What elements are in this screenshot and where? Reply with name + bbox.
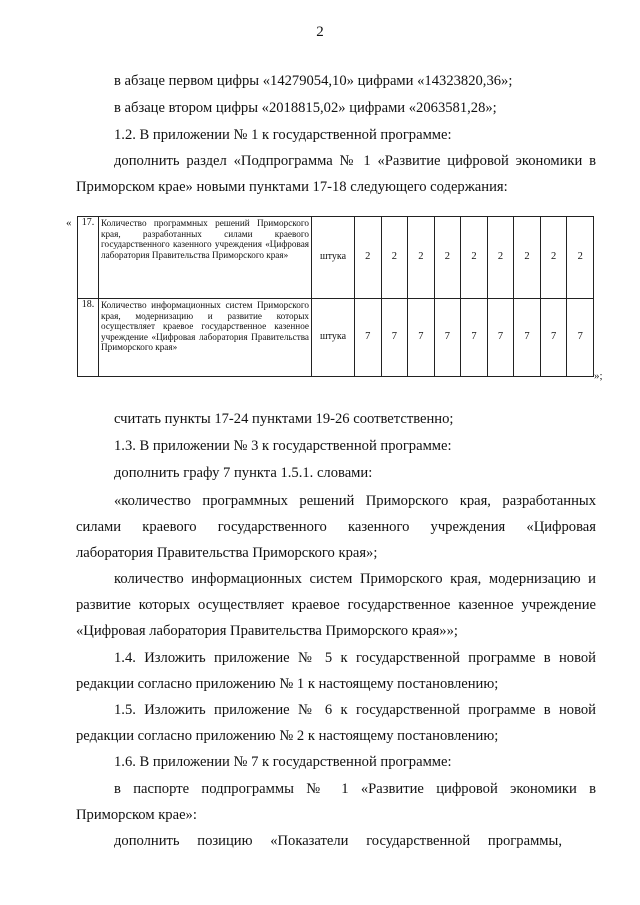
clause-1-6: 1.6. В приложении № 7 к государственной программе: bbox=[114, 754, 452, 770]
renumber-line: считать пункты 17-24 пунктами 19-26 соответственно; bbox=[114, 411, 454, 427]
clause-1-2: 1.2. В приложении № 1 к государственной программе: bbox=[114, 127, 452, 143]
amendment-line-2: в абзаце втором цифры «2018815,02» цифрами «2063581,28»; bbox=[114, 100, 497, 116]
value-cell: 7 bbox=[487, 299, 514, 377]
value-cell: 2 bbox=[355, 217, 382, 299]
quote2-line-c: «Цифровая лаборатория Правительства Приморского края»»; bbox=[76, 623, 458, 639]
unit: штука bbox=[312, 299, 355, 377]
table-row bbox=[78, 217, 594, 299]
quote2-line-b: развитие которых осуществляет краевое государственное казенное учреждение bbox=[76, 597, 596, 613]
unit: штука bbox=[312, 217, 355, 299]
value-cell: 2 bbox=[434, 217, 461, 299]
clause-1-5-a: 1.5. Изложить приложение № 6 к государственной программе в новой bbox=[114, 702, 596, 718]
quote-line-b: силами краевого государственного казенного учреждения «Цифровая bbox=[76, 519, 596, 535]
clause-1-4-b: редакции согласно приложению № 1 к настоящему постановлению; bbox=[76, 676, 499, 692]
value-cell: 2 bbox=[567, 217, 594, 299]
value-cell: 7 bbox=[540, 299, 567, 377]
clause-1-4-a: 1.4. Изложить приложение № 5 к государственной программе в новой bbox=[114, 650, 596, 666]
value-cell: 7 bbox=[408, 299, 435, 377]
value-cell: 2 bbox=[461, 217, 488, 299]
amendment-line-1: в абзаце первом цифры «14279054,10» цифрами «14323820,36»; bbox=[114, 73, 513, 89]
page-number: 2 bbox=[316, 24, 324, 40]
value-cell: 2 bbox=[514, 217, 541, 299]
indicator-name: Количество программных решений Приморского края, разработанных силами краевого государственного казенного учреждения «Цифровая лаборатория Правительства Приморского края» bbox=[99, 217, 312, 299]
value-cell: 2 bbox=[381, 217, 408, 299]
clause-1-5-b: редакции согласно приложению № 2 к настоящему постановлению; bbox=[76, 728, 499, 744]
clause-1-3-text: дополнить графу 7 пункта 1.5.1. словами: bbox=[114, 465, 373, 481]
indicators-table bbox=[77, 216, 594, 377]
value-cell: 2 bbox=[408, 217, 435, 299]
value-cell: 7 bbox=[381, 299, 408, 377]
table-close-mark: »; bbox=[594, 370, 603, 382]
value-cell: 7 bbox=[514, 299, 541, 377]
value-cell: 2 bbox=[540, 217, 567, 299]
quote2-line-a: количество информационных систем Приморского края, модернизацию и bbox=[114, 571, 596, 587]
value-cell: 7 bbox=[567, 299, 594, 377]
value-cell: 2 bbox=[487, 217, 514, 299]
value-cell: 7 bbox=[355, 299, 382, 377]
row-number: 17. bbox=[78, 217, 99, 299]
table-row bbox=[78, 299, 594, 377]
clause-1-2-text-a: дополнить раздел «Подпрограмма № 1 «Развитие цифровой экономики в bbox=[114, 153, 596, 169]
table-open-quote: « bbox=[66, 217, 72, 229]
clause-1-6-text-b: Приморском крае»: bbox=[76, 807, 197, 823]
clause-1-3: 1.3. В приложении № 3 к государственной программе: bbox=[114, 438, 452, 454]
indicator-name: Количество информационных систем Приморского края, модернизацию и развитие которых осуществляет краевое государственное казенное учреждение «Цифровая лаборатория Правительства Приморского края» bbox=[99, 299, 312, 377]
value-cell: 7 bbox=[461, 299, 488, 377]
clause-1-6-text-a: в паспорте подпрограммы № 1 «Развитие цифровой экономики в bbox=[114, 781, 596, 797]
clause-1-2-text-b: Приморском крае» новыми пунктами 17-18 следующего содержания: bbox=[76, 179, 508, 195]
quote-line-a: «количество программных решений Приморского края, разработанных bbox=[114, 493, 596, 509]
quote-line-c: лаборатория Правительства Приморского края»; bbox=[76, 545, 378, 561]
clause-1-6-text-c: дополнить позицию «Показатели государственной программы, bbox=[114, 833, 562, 849]
value-cell: 7 bbox=[434, 299, 461, 377]
row-number: 18. bbox=[78, 299, 99, 377]
